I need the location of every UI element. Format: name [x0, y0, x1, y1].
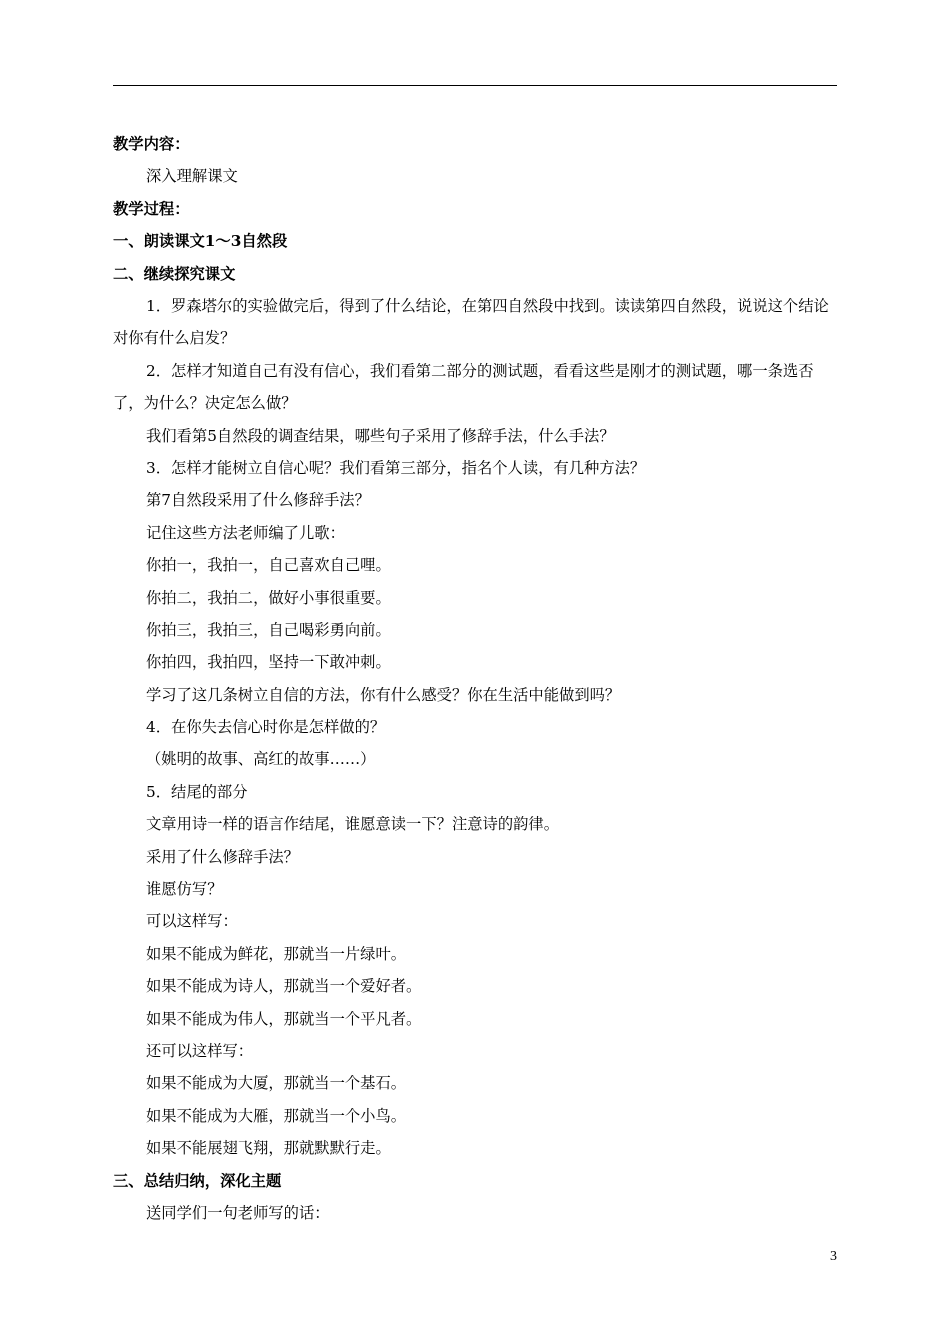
rhyme-line: 你拍一，我拍一，自己喜欢自己哩。 — [146, 556, 391, 575]
question-5-line: 文章用诗一样的语言作结尾，谁愿意读一下？注意诗的韵律。 — [146, 815, 560, 834]
question-5-line: 谁愿仿写？ — [146, 880, 223, 899]
step3-heading: 三、总结归纳，深化主题 — [113, 1171, 282, 1190]
rhyme-line: 你拍三，我拍三，自己喝彩勇向前。 — [146, 620, 391, 639]
rhyme-reflect: 学习了这几条树立自信的方法，你有什么感受？你在生活中能做到吗？ — [146, 685, 621, 704]
question-2: 2．怎样才知道自己有没有信心，我们看第二部分的测试题，看看这些是刚才的测试题，哪一条选否了，为什么？决定怎么做？ — [113, 361, 814, 413]
section-title-content: 教学内容： — [113, 135, 190, 153]
step2-heading: 二、继续探究课文 — [113, 264, 236, 283]
rhyme-intro: 记住这些方法老师编了儿歌： — [146, 523, 345, 542]
page-number: 3 — [830, 1249, 837, 1264]
poem-line: 如果不能成为诗人，那就当一个爱好者。 — [146, 977, 422, 996]
question-4: 4．在你失去信心时你是怎样做的？ — [146, 718, 386, 737]
poem-line: 如果不能成为伟人，那就当一个平凡者。 — [146, 1009, 422, 1028]
content-text: 深入理解课文 — [146, 167, 238, 186]
section-title-process: 教学过程： — [113, 199, 190, 218]
document-body — [113, 128, 837, 1229]
question-5-line: 采用了什么修辞手法？ — [146, 847, 299, 866]
question-5: 5．结尾的部分 — [146, 782, 248, 801]
poem-line: 如果不能展翅飞翔，那就默默行走。 — [146, 1139, 391, 1158]
question-5-line: 可以这样写： — [146, 912, 238, 931]
poem-line: 如果不能成为大厦，那就当一个基石。 — [146, 1074, 407, 1093]
closing-line: 送同学们一句老师写的话： — [146, 1203, 330, 1222]
rhyme-line: 你拍四，我拍四，坚持一下敢冲刺。 — [146, 653, 391, 672]
rhyme-line: 你拍二，我拍二，做好小事很重要。 — [146, 588, 391, 607]
header-rule — [113, 85, 837, 86]
question-3-follow: 第7自然段采用了什么修辞手法？ — [146, 491, 370, 510]
question-1: 1．罗森塔尔的实验做完后，得到了什么结论，在第四自然段中找到。读读第四自然段，说说这个结论对你有什么启发？ — [113, 296, 829, 348]
question-2-follow: 我们看第5自然段的调查结果，哪些句子采用了修辞手法，什么手法？ — [146, 426, 615, 445]
step1-heading: 一、朗读课文1～3自然段 — [113, 232, 288, 251]
question-3: 3．怎样才能树立自信心呢？我们看第三部分，指名个人读，有几种方法？ — [146, 458, 646, 477]
question-4-note: （姚明的故事、高红的故事……） — [146, 750, 376, 769]
poem2-intro: 还可以这样写： — [146, 1042, 254, 1060]
poem-line: 如果不能成为鲜花，那就当一片绿叶。 — [146, 944, 407, 963]
poem-line: 如果不能成为大雁，那就当一个小鸟。 — [146, 1106, 407, 1125]
